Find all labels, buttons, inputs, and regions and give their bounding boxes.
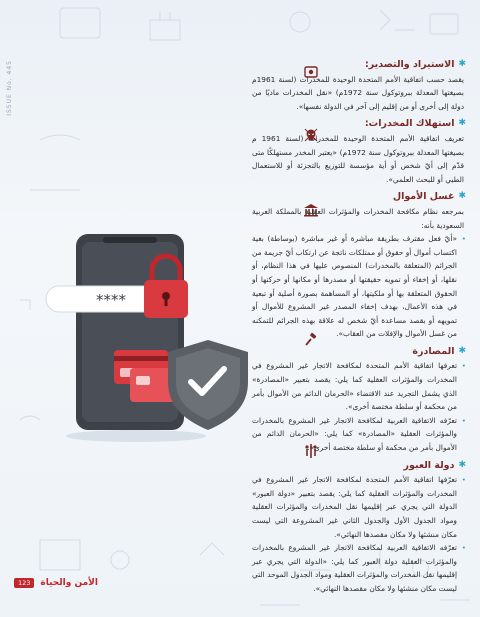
section-title: الاستيراد والتصدير: [364,59,455,70]
section-title: غسل الأموال [392,191,455,203]
section-title: استهلاك المخدرات: [364,118,455,130]
security-phone-illustration [18,226,254,516]
section-confiscation [252,345,466,455]
list-item: • تعرّفها اتفاقية الأمم المتحدة لمكافحة الاتجار غير المشروع في المخدرات والمؤثرات العقلية كما يلي: يقصد بتعبير «دولة العبور» الدولة التي يجري عبر إقليمها نقل المخدرات والمؤثرات العقلية ومواد الجدول الأول والجدول الثاني غير المشروعة التي ليست مكان منشئها ولا مكان مقصدها النهائي». [252,473,466,541]
page-footer [14,578,98,588]
list-item: • تعرفها اتفاقية الأمم المتحدة لمكافحة الاتجار غير المشروع في المخدرات والمؤثرات العقلية كما يلي: يقصد بتعبير «المصادرة» الذي يشمل التجريد عند الاقتضاء «الحرمان الدائم من الأموال بأمر من محكمة أو سلطة مختصة أخرى». [252,359,466,413]
page-number: 123 [14,578,34,588]
section-money-laundering [252,190,466,341]
article-column [252,58,466,600]
section-paragraph: يقصد حسب اتفاقية الأمم المتحدة الوحيدة للمخدرات (لسنة 1961م بصيغتها المعدلة ببروتوكول سنة 1972م) «نقل المخدرات ماديًا من دولة إلى أخرى أو من إقليم إلى آخر في الدولة نفسها». [252,74,464,111]
section-consumption [252,117,466,186]
password-mask: **** [96,291,126,309]
section-title: المصادرة [412,345,455,357]
issue-number: ISSUE No. 445 [6,60,13,116]
list-item: • «أيّ فعل مقترف بطريقة مباشرة أو غير مباشرة (بوساطة) بغية اكتساب أموال أو حقوق أو ممتلكات ناتجة عن ارتكاب أيّ جريمة من الجرائم (المتعلقة بالمخدرات) المنصوص عليها في هذا النظام، أو نقلها، أو إخفاء أو تمويه حقيقتها أو مصدرها أو مكانها أو حركتها أو الحقوق المتعلقة بها أو ملكيتها، أو المساهمة بصورة أصلية أو تبعية في هذه الأعمال، بهدف إخفاء المصدر غير المشروع للأموال أو تمويهه أو بقصد مساعدة أيّ شخص له علاقة بهذه الجرائم للتمكنه من غسل الأموال والإفلات من العقاب». [252,232,466,341]
bullet-icon: ✱ [458,59,466,69]
list-item: • تعرّفه الاتفاقية العربية لمكافحة الاتجار غير المشروع بالمخدرات والمؤثرات العقلية «المصادرة» كما يلي: «الحرمان الدائم من الأموال بأمر من محكمة أو سلطة مختصة أخرى». [252,414,466,455]
section-paragraph: تعريف اتفاقية الأمم المتحدة الوحيدة للمخدرات (لسنة 1961 م بصيغتها المعدلة ببروتوكول سنة 1972م) «يعتبر المخدر مستهلكًا متى قدّم إلى أيّ شخص أو أية مؤسسة للتوزيع بالتجزئة أو للاستعمال الطبي أو للبحث العلمي». [252,133,464,184]
list-item: • تعرّفه الاتفاقية العربية لمكافحة الاتجار غير المشروع بالمخدرات والمؤثرات العقلية دولة العبور كما يلي: «الدولة التي يجري عبر إقليمها نقل المخدرات والمؤثرات العقلية ومواد الجدول الموحد التي ليست مكان منشئها ولا مكان مقصدها النهائي». [252,541,466,595]
magazine-brand: الأمن والحياة [40,578,98,588]
section-transit-state [252,459,466,596]
section-title: دولة العبور [403,459,455,471]
bullet-icon: ✱ [458,459,466,470]
bullet-icon: ✱ [458,191,466,202]
section-import-export [252,58,466,113]
bullet-icon: ✱ [458,345,466,356]
section-paragraph: بمرجعه نظام مكافحة المخدرات والمؤثرات العقلية بالمملكة العربية السعودية بأنه: [252,206,464,230]
bullet-icon: ✱ [458,118,466,129]
